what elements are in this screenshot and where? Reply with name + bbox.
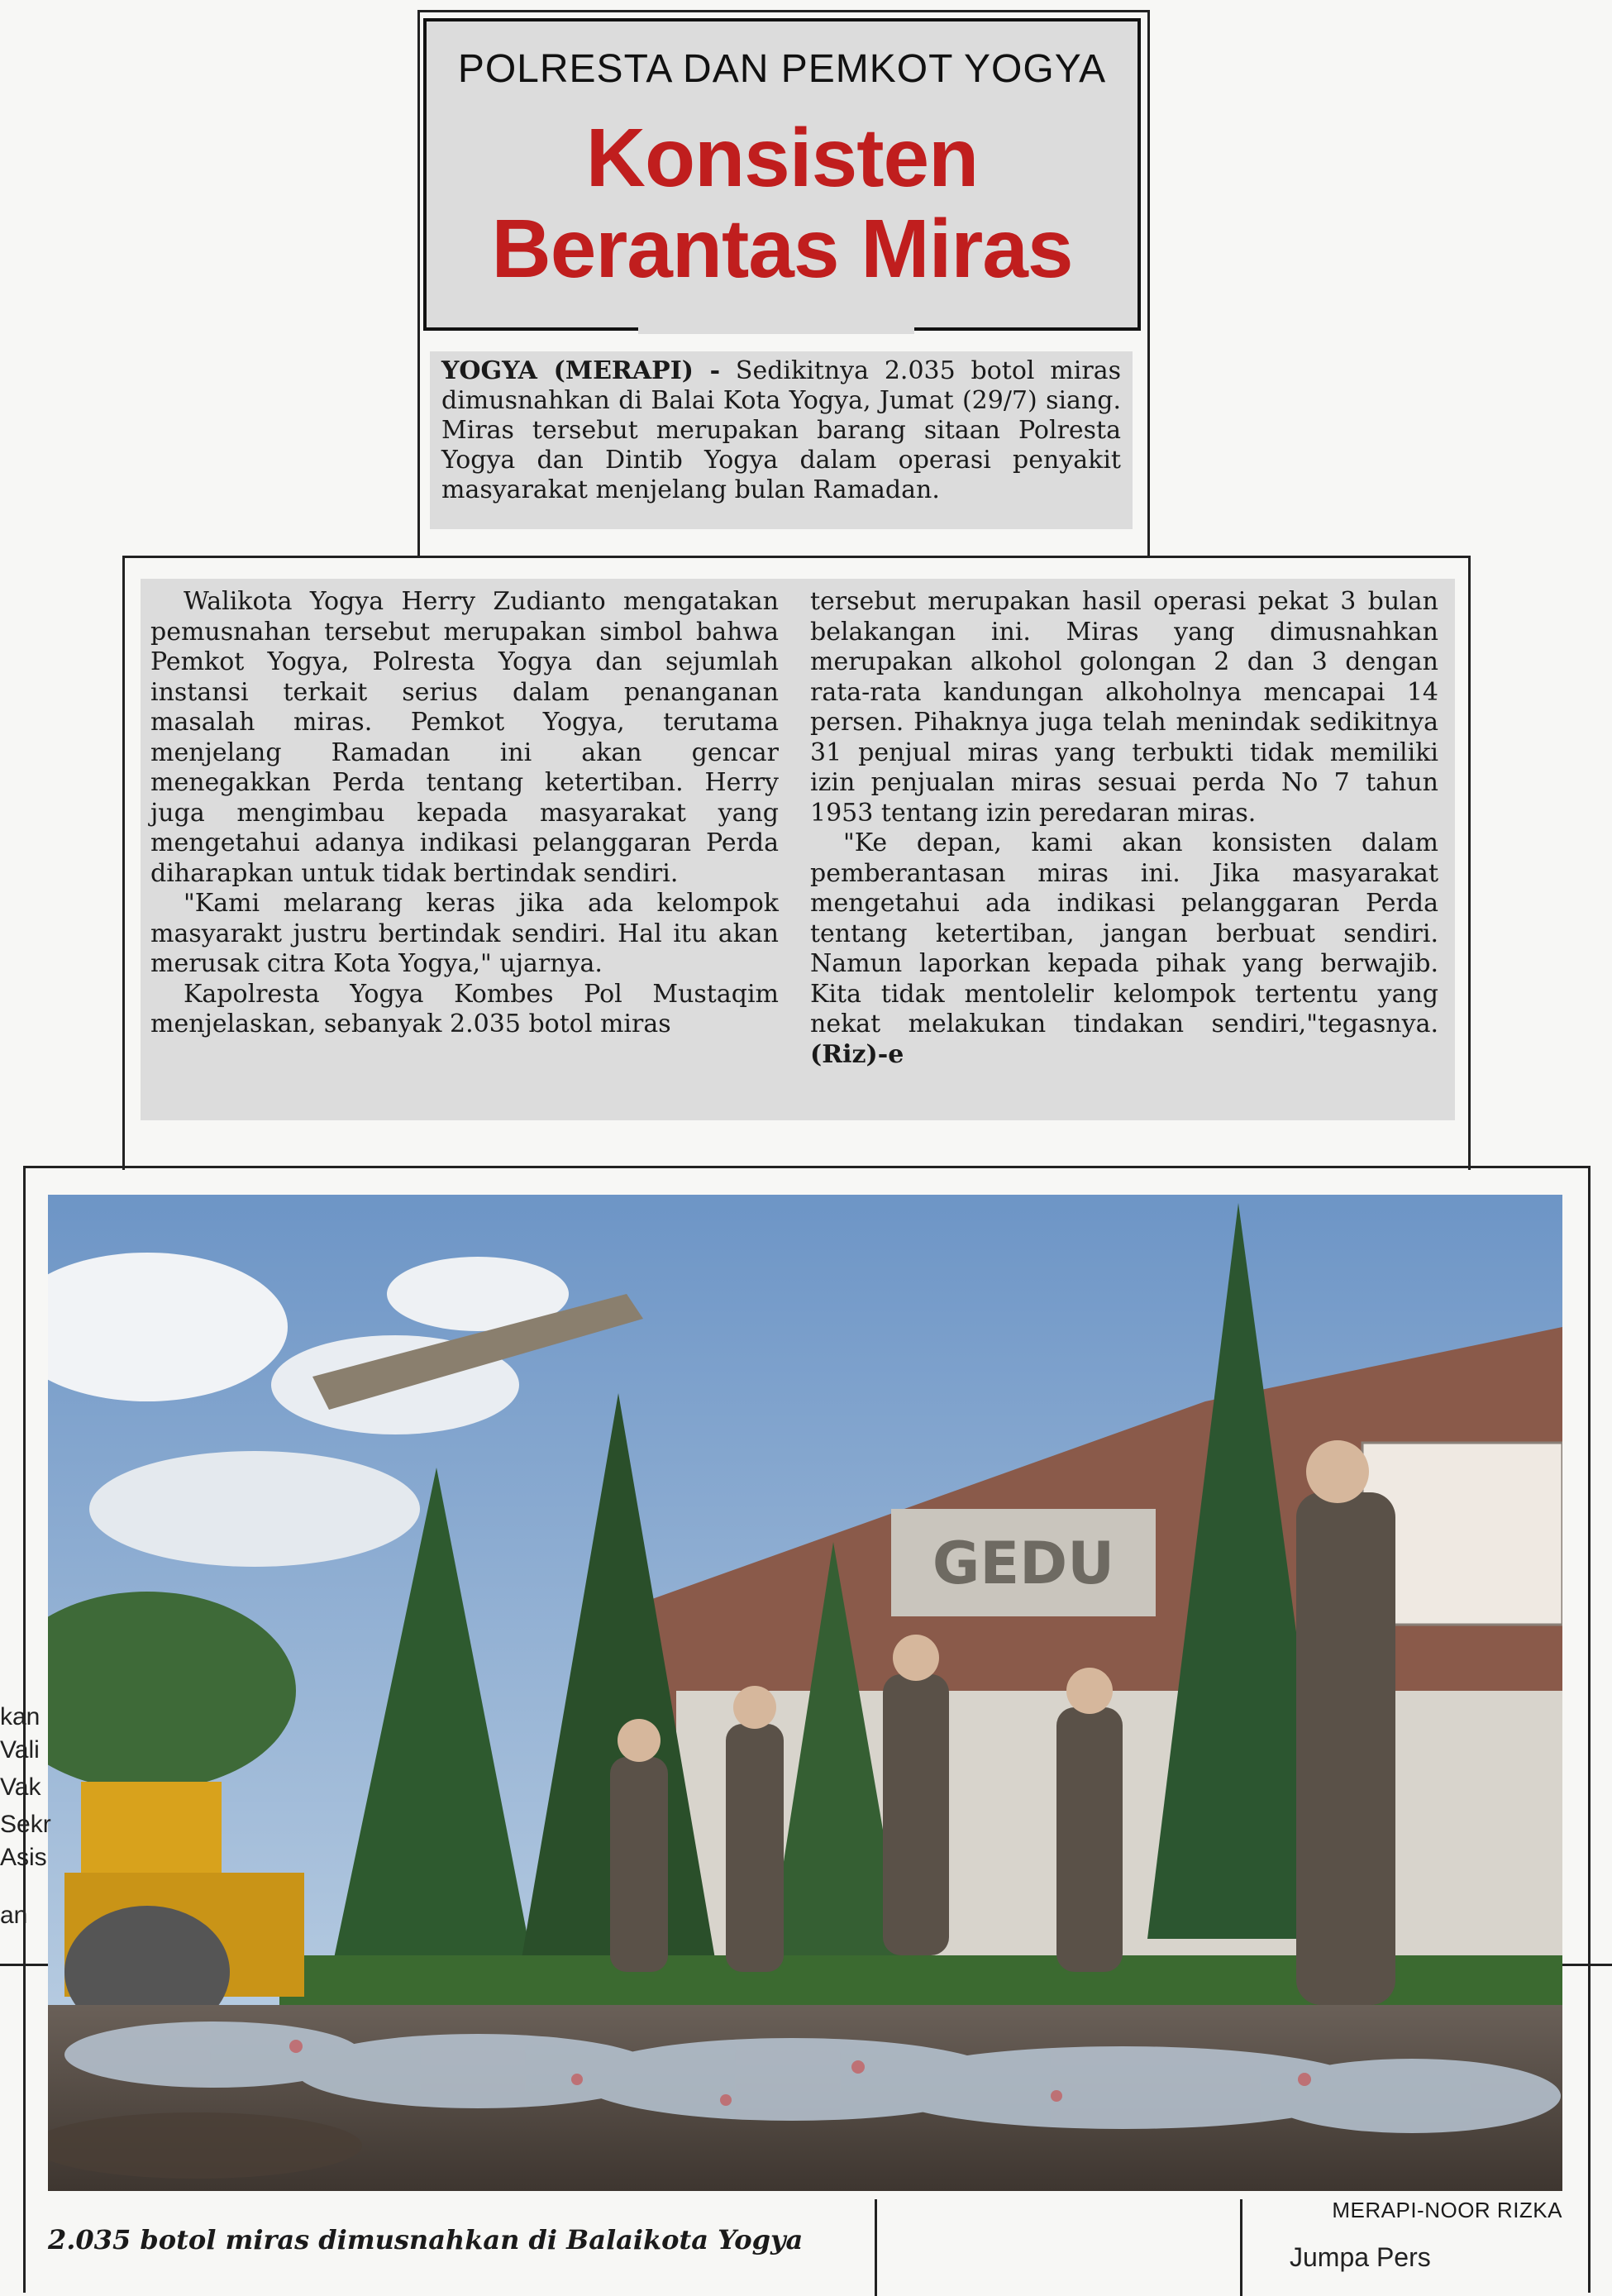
- lead-paragraph: [430, 351, 1133, 529]
- margin-fragment: Sekr: [0, 1811, 51, 1838]
- photo-caption: 2.035 botol miras dimusnahkan di Balaikota Yogya: [48, 2224, 804, 2255]
- margin-fragment: Asis: [0, 1844, 47, 1871]
- divider: [875, 2199, 877, 2296]
- paragraph: [810, 828, 1438, 1070]
- building-sign: GEDU: [932, 1530, 1115, 1597]
- paragraph: "Kami melarang keras jika ada kelompok masyarakt justru bertindak sendiri. Hal itu akan merusak citra Kota Yogya," ujarnya.: [150, 889, 779, 978]
- author-signature: (Riz)-e: [810, 1039, 904, 1069]
- divider: [1562, 1964, 1612, 1966]
- news-photo: [48, 1195, 1562, 2191]
- cloud: [89, 1451, 420, 1567]
- divider: [1240, 2199, 1242, 2296]
- photo-illustration: [48, 1195, 1562, 2191]
- photo-credit: MERAPI-NOOR RIZKA: [1332, 2198, 1562, 2222]
- lead-text: Sedikitnya 2.035 botol miras dimusnahkan di Balai Kota Yogya, Jumat (29/7) siang. Miras tersebut merupakan barang sitaan Polresta Yogya dan Dintib Yogya dalam operasi penyakit masyarakat menjelang bulan Ramadan.: [441, 356, 1121, 504]
- headline: [443, 112, 1121, 294]
- header-frame-gap: [638, 324, 914, 334]
- column-2: [810, 587, 1438, 1112]
- paragraph: tersebut merupakan hasil operasi pekat 3 bulan belakangan ini. Miras yang dimusnahkan merupakan alkohol golongan 2 dan 3 dengan rata-rata kandungan alkoholnya mencapai 14 persen. Pihaknya juga telah menindak sedikitnya 31 penjual miras yang terbukti tidak memiliki izin penjualan miras sesuai perda No 7 tahun 1953 tentang izin peredaran miras.: [810, 587, 1438, 828]
- kicker: POLRESTA DAN PEMKOT YOGYA: [457, 47, 1107, 91]
- dateline: YOGYA (MERAPI) -: [441, 356, 721, 385]
- header-box: [423, 18, 1141, 331]
- headline-line-2: Berantas Miras: [491, 203, 1073, 295]
- margin-fragment: Jumpa Pers: [1290, 2242, 1431, 2272]
- margin-fragment: kan: [0, 1703, 41, 1730]
- margin-fragment: Vali: [0, 1736, 40, 1764]
- paragraph: Walikota Yogya Herry Zudianto mengatakan pemusnahan tersebut merupakan simbol bahwa Pemkot Yogya, Polresta Yogya dan sejumlah instansi terkait serius dalam penanganan masalah miras. Pemkot Yogya, terutama menjelang Ramadan ini akan gencar menegakkan Perda tentang ketertiban. Herry juga mengimbau kepada masyarakat yang mengetahui adanya indikasi pelanggaran Perda diharapkan untuk tidak bertindak sendiri.: [150, 587, 779, 888]
- margin-fragment: an: [0, 1902, 28, 1929]
- quote-text: "Ke depan, kami akan konsisten dalam pemberantasan miras ini. Jika masyarakat mengetahui ada indikasi pelanggaran Perda tentang ketertiban, jangan berbuat sendiri. Namun laporkan kepada pihak yang berwajib. Kita tidak mentolelir kelompok tertentu yang nekat melakukan tindakan sendiri,"tegasnya.: [810, 828, 1438, 1038]
- article-body: [141, 579, 1455, 1120]
- divider: [0, 1964, 48, 1966]
- margin-fragment: Vak: [0, 1773, 41, 1801]
- column-1: [150, 587, 779, 1112]
- paragraph: Kapolresta Yogya Kombes Pol Mustaqim menjelaskan, sebanyak 2.035 botol miras: [150, 979, 779, 1038]
- headline-line-1: Konsisten: [585, 112, 979, 204]
